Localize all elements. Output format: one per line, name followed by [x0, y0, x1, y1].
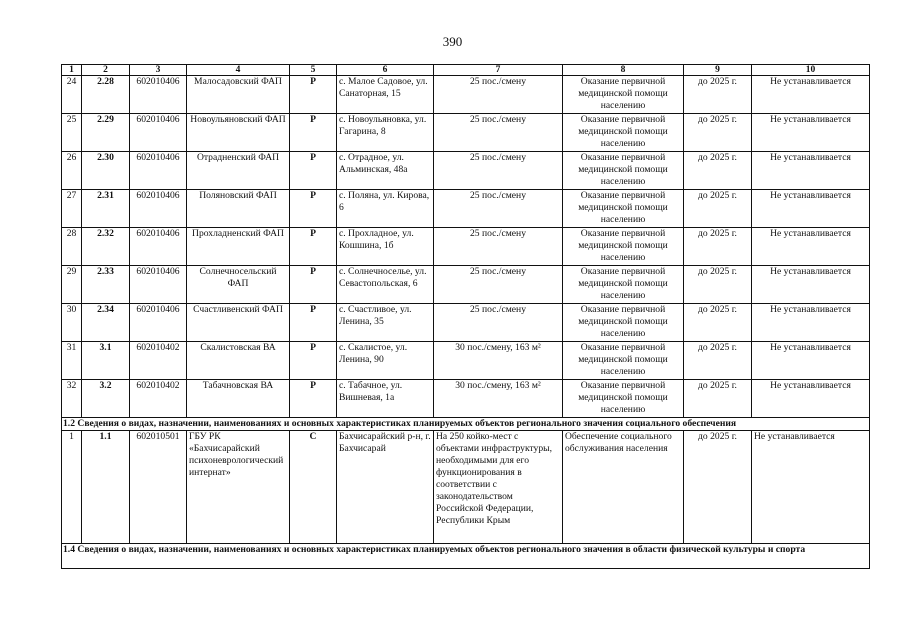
- classifier-code-cell: 602010406: [130, 76, 187, 114]
- status-cell: Р: [290, 76, 337, 114]
- column-number-8: 8: [563, 65, 684, 76]
- object-name-cell: Счастливенский ФАП: [187, 304, 290, 342]
- status-cell: Р: [290, 152, 337, 190]
- object-name-cell: Новоульяновский ФАП: [187, 114, 290, 152]
- classifier-code-cell: 602010406: [130, 190, 187, 228]
- column-number-2: 2: [82, 65, 130, 76]
- table-row: [62, 76, 870, 114]
- capacity-cell: 30 пос./смену, 163 м²: [434, 380, 563, 418]
- purpose-cell: Оказание первичной медицинской помощи населению: [563, 114, 684, 152]
- address-cell: с. Скалистое, ул. Ленина, 90: [337, 342, 434, 380]
- object-name-cell: Отрадненский ФАП: [187, 152, 290, 190]
- address-cell: с. Новоульяновка, ул. Гагарина, 8: [337, 114, 434, 152]
- object-name-cell: Малосадовский ФАП: [187, 76, 290, 114]
- column-number-row: [62, 65, 870, 76]
- purpose-cell: Оказание первичной медицинской помощи населению: [563, 342, 684, 380]
- zone-cell: Не устанавливается: [752, 266, 870, 304]
- status-cell: Р: [290, 190, 337, 228]
- column-number-3: 3: [130, 65, 187, 76]
- classifier-code-cell: 602010501: [130, 431, 187, 544]
- table-row: [62, 304, 870, 342]
- capacity-cell: 25 пос./смену: [434, 266, 563, 304]
- zone-cell: Не устанавливается: [752, 228, 870, 266]
- table-row: [62, 228, 870, 266]
- row-number-cell: 1: [62, 431, 82, 544]
- deadline-cell: до 2025 г.: [684, 431, 752, 544]
- column-number-1: 1: [62, 65, 82, 76]
- status-cell: Р: [290, 342, 337, 380]
- address-cell: с. Счастливое, ул. Ленина, 35: [337, 304, 434, 342]
- purpose-cell: Оказание первичной медицинской помощи населению: [563, 190, 684, 228]
- item-code-cell: 2.31: [82, 190, 130, 228]
- zone-cell: Не устанавливается: [752, 431, 870, 544]
- table-row: [62, 266, 870, 304]
- zone-cell: Не устанавливается: [752, 114, 870, 152]
- item-code-cell: 3.1: [82, 342, 130, 380]
- status-cell: Р: [290, 114, 337, 152]
- row-number-cell: 32: [62, 380, 82, 418]
- page-number: 390: [442, 34, 463, 49]
- row-number-cell: 27: [62, 190, 82, 228]
- item-code-cell: 2.30: [82, 152, 130, 190]
- purpose-cell: Оказание первичной медицинской помощи населению: [563, 228, 684, 266]
- purpose-cell: Оказание первичной медицинской помощи населению: [563, 152, 684, 190]
- section-heading-1-4-text: 1.4 Сведения о видах, назначении, наименованиях и основных характеристиках планируемых объектов регионального значения в области физической культуры и спорта: [62, 544, 870, 569]
- deadline-cell: до 2025 г.: [684, 266, 752, 304]
- row-number-cell: 28: [62, 228, 82, 266]
- item-code-cell: 2.32: [82, 228, 130, 266]
- objects-table: [61, 64, 870, 569]
- purpose-cell: Оказание первичной медицинской помощи населению: [563, 76, 684, 114]
- item-code-cell: 2.28: [82, 76, 130, 114]
- row-number-cell: 30: [62, 304, 82, 342]
- column-number-7: 7: [434, 65, 563, 76]
- table-row: [62, 152, 870, 190]
- object-name-cell: Табачновская ВА: [187, 380, 290, 418]
- classifier-code-cell: 602010406: [130, 304, 187, 342]
- column-number-10: 10: [752, 65, 870, 76]
- table-row: [62, 380, 870, 418]
- column-number-9: 9: [684, 65, 752, 76]
- deadline-cell: до 2025 г.: [684, 152, 752, 190]
- zone-cell: Не устанавливается: [752, 76, 870, 114]
- item-code-cell: 3.2: [82, 380, 130, 418]
- row-number-cell: 31: [62, 342, 82, 380]
- purpose-cell: Оказание первичной медицинской помощи населению: [563, 266, 684, 304]
- address-cell: с. Прохладное, ул. Кошшина, 1б: [337, 228, 434, 266]
- row-number-cell: 25: [62, 114, 82, 152]
- object-name-cell: Поляновский ФАП: [187, 190, 290, 228]
- capacity-cell: 25 пос./смену: [434, 228, 563, 266]
- deadline-cell: до 2025 г.: [684, 228, 752, 266]
- address-cell: Бахчисарайский р-н, г. Бахчисарай: [337, 431, 434, 544]
- address-cell: с. Отрадное, ул. Альминская, 48а: [337, 152, 434, 190]
- zone-cell: Не устанавливается: [752, 342, 870, 380]
- zone-cell: Не устанавливается: [752, 380, 870, 418]
- deadline-cell: до 2025 г.: [684, 190, 752, 228]
- row-number-cell: 24: [62, 76, 82, 114]
- section-heading-1-2: [62, 418, 870, 431]
- section-heading-1-4: [62, 544, 870, 569]
- status-cell: Р: [290, 266, 337, 304]
- deadline-cell: до 2025 г.: [684, 304, 752, 342]
- address-cell: с. Поляна, ул. Кирова, 6: [337, 190, 434, 228]
- column-number-5: 5: [290, 65, 337, 76]
- zone-cell: Не устанавливается: [752, 190, 870, 228]
- status-cell: Р: [290, 228, 337, 266]
- capacity-cell: 25 пос./смену: [434, 114, 563, 152]
- address-cell: с. Табачное, ул. Вишневая, 1а: [337, 380, 434, 418]
- object-name-cell: Скалистовская ВА: [187, 342, 290, 380]
- classifier-code-cell: 602010406: [130, 228, 187, 266]
- classifier-code-cell: 602010402: [130, 342, 187, 380]
- address-cell: с. Солнечносельe, ул. Севастопольская, 6: [337, 266, 434, 304]
- classifier-code-cell: 602010406: [130, 266, 187, 304]
- capacity-cell: 30 пос./смену, 163 м²: [434, 342, 563, 380]
- object-name-cell: Прохладненский ФАП: [187, 228, 290, 266]
- row-number-cell: 29: [62, 266, 82, 304]
- classifier-code-cell: 602010402: [130, 380, 187, 418]
- zone-cell: Не устанавливается: [752, 152, 870, 190]
- item-code-cell: 2.29: [82, 114, 130, 152]
- status-cell: С: [290, 431, 337, 544]
- zone-cell: Не устанавливается: [752, 304, 870, 342]
- purpose-cell: Оказание первичной медицинской помощи населению: [563, 304, 684, 342]
- item-code-cell: 2.34: [82, 304, 130, 342]
- object-name-cell: ГБУ РК «Бахчисарайский психоневрологический интернат»: [187, 431, 290, 544]
- table-row: [62, 190, 870, 228]
- purpose-cell: Обеспечение социального обслуживания населения: [563, 431, 684, 544]
- classifier-code-cell: 602010406: [130, 152, 187, 190]
- row-number-cell: 26: [62, 152, 82, 190]
- purpose-cell: Оказание первичной медицинской помощи населению: [563, 380, 684, 418]
- capacity-cell: 25 пос./смену: [434, 190, 563, 228]
- column-number-4: 4: [187, 65, 290, 76]
- table-row: [62, 342, 870, 380]
- deadline-cell: до 2025 г.: [684, 76, 752, 114]
- deadline-cell: до 2025 г.: [684, 380, 752, 418]
- status-cell: Р: [290, 304, 337, 342]
- deadline-cell: до 2025 г.: [684, 342, 752, 380]
- column-number-6: 6: [337, 65, 434, 76]
- item-code-cell: 1.1: [82, 431, 130, 544]
- capacity-cell: 25 пос./смену: [434, 304, 563, 342]
- table-row: [62, 431, 870, 544]
- address-cell: с. Малое Садовое, ул. Санаторная, 15: [337, 76, 434, 114]
- item-code-cell: 2.33: [82, 266, 130, 304]
- deadline-cell: до 2025 г.: [684, 114, 752, 152]
- section-heading-1-2-text: 1.2 Сведения о видах, назначении, наименованиях и основных характеристиках планируемых объектов регионального значения социального обеспечения: [62, 418, 870, 431]
- classifier-code-cell: 602010406: [130, 114, 187, 152]
- capacity-cell: 25 пос./смену: [434, 76, 563, 114]
- capacity-cell: На 250 койко-мест с объектами инфраструктуры, необходимыми для его функционирования в соответствии с законодательством Российской Федерации, Республики Крым: [434, 431, 563, 544]
- table-row: [62, 114, 870, 152]
- status-cell: Р: [290, 380, 337, 418]
- object-name-cell: Солнечносельский ФАП: [187, 266, 290, 304]
- capacity-cell: 25 пос./смену: [434, 152, 563, 190]
